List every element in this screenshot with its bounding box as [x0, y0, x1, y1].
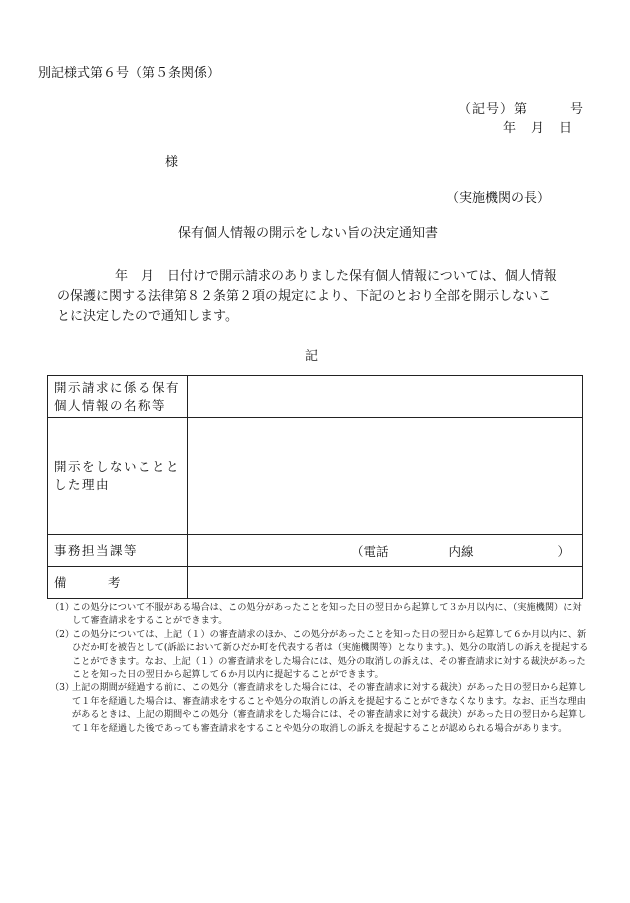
label-line: 開示請求に係る保有	[54, 379, 181, 395]
decision-table	[47, 375, 583, 599]
table-row	[48, 376, 583, 418]
department-field[interactable]	[188, 535, 583, 567]
remarks-field[interactable]	[188, 567, 583, 599]
info-name-label	[48, 376, 188, 418]
phone-close: ）	[557, 543, 570, 559]
footnote-item	[50, 681, 590, 735]
date-line: 年 月 日	[503, 121, 574, 136]
reason-label	[48, 418, 188, 535]
remarks-label	[48, 567, 188, 599]
remarks-char-2: 考	[108, 574, 123, 590]
body-line-2: の保護に関する法律第８２条第２項の規定により、下記のとおり全部を開示しないこ	[57, 289, 552, 304]
footnote-item	[50, 628, 590, 682]
extension-label: 内線	[448, 543, 474, 559]
phone-info	[194, 542, 576, 560]
body-line-1: 年 月 日付けで開示請求のありました保有個人情報については、個人情報	[115, 269, 557, 284]
body-line-3: とに決定したので通知します。	[57, 309, 238, 324]
footnote-item	[50, 601, 590, 628]
remarks-char-1: 備	[54, 574, 69, 590]
label-line: した理由	[54, 477, 111, 492]
ki-heading: 記	[305, 349, 319, 364]
sender-name: （実施機関の長）	[446, 191, 551, 206]
form-identifier: 別記様式第６号（第５条関係）	[38, 66, 221, 81]
footnote-number: （1）	[50, 602, 75, 613]
table-row	[48, 567, 583, 599]
label-line: 個人情報の名称等	[54, 397, 167, 413]
footnote-text: この処分については、上記（１）の審査請求のほか、この処分があったことを知った日の翌日から起算して６か月以内に、新ひだか町を被告として(訴訟において新ひだか町を代表する者は（実施機関等）となります。)、処分の取消しの訴えを提起することができます。なお、上記（１）の審査請求をした場合には、処分の取消しの訴えは、その審査請求に対する裁決があったことを知った日の翌日から起算して６か月以内に提起することができます。	[72, 628, 589, 681]
footnotes	[50, 601, 590, 735]
reference-number-line: （記号）第 号	[458, 102, 585, 117]
document-title: 保有個人情報の開示をしない旨の決定通知書	[178, 226, 439, 241]
reason-field[interactable]	[188, 418, 583, 535]
table-row	[48, 418, 583, 535]
footnote-text: この処分について不服がある場合は、この処分があったことを知った日の翌日から起算して３か月以内に、（実施機関）に対して審査請求をすることができます。	[72, 602, 582, 627]
label-line: 開示をしないことと	[54, 459, 181, 474]
department-label: 事務担当課等	[48, 535, 188, 567]
addressee-honorific: 様	[165, 155, 179, 170]
table-row	[48, 535, 583, 567]
footnote-text: 上記の期間が経過する前に、この処分（審査請求をした場合には、その審査請求に対する裁決）があった日の翌日から起算して１年を経過した場合は、審査請求をすることや処分の取消しの訴えを提起することができなくなります。なお、正当な理由があるときは、上記の期間やこの処分（審査請求をした場合には、その審査請求に対する裁決）があった日の翌日から起算して１年を経過した後であっても審査請求をすることや処分の取消しの訴えを提起することが認められる場合があります。	[72, 682, 587, 734]
info-name-field[interactable]	[188, 376, 583, 418]
phone-label: （電話	[350, 543, 389, 559]
body-paragraph	[57, 267, 587, 327]
footnote-number: （3）	[50, 682, 75, 694]
footnote-number: （2）	[50, 628, 75, 640]
